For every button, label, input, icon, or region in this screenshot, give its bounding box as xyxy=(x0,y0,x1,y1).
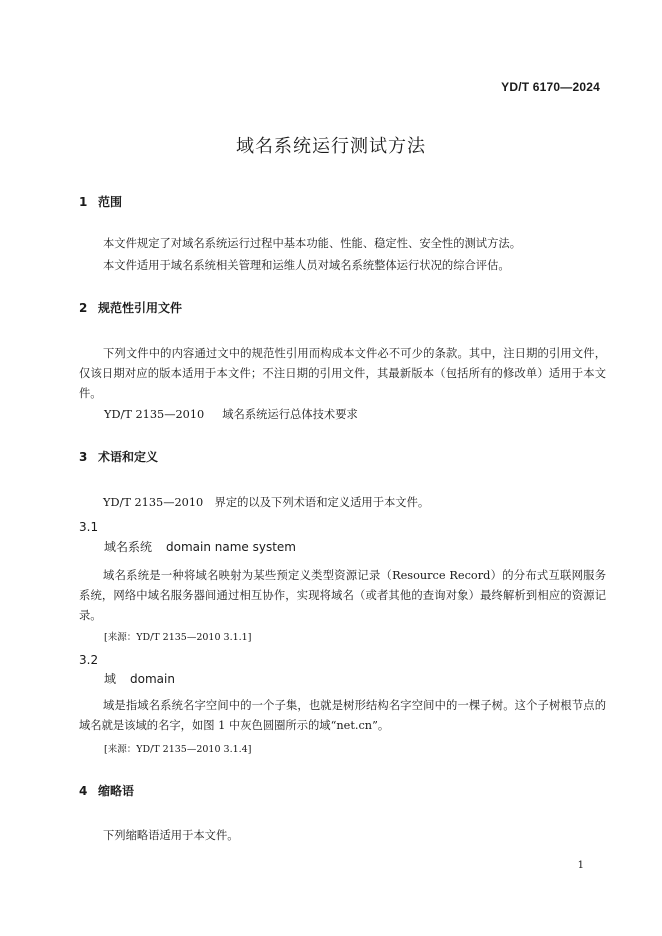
section-heading-normative-references xyxy=(79,299,182,316)
term-definition: 域是指域名系统名字空间中的一个子集，也就是树形结构名字空间中的一棵子树。这个子树根节点的域名就是该域的名字，如图 1 中灰色圆圈所示的域“net.cn”。 xyxy=(79,699,606,732)
paragraph: 下列文件中的内容通过文中的规范性引用而构成本文件必不可少的条款。其中，注日期的引用文件，仅该日期对应的版本适用于本文件；不注日期的引用文件，其最新版本（包括所有的修改单）适用于本文件。 xyxy=(79,347,606,400)
section-title: 规范性引用文件 xyxy=(98,301,183,315)
term-source: [来源：YD/T 2135—2010 3.1.4] xyxy=(104,744,252,755)
page-number: 1 xyxy=(577,860,584,871)
section-number: 1 xyxy=(79,195,88,209)
paragraph: 本文件适用于域名系统相关管理和运维人员对域名系统整体运行状况的综合评估。 xyxy=(103,259,510,272)
term-number: 3.1 xyxy=(79,520,99,534)
section-number: 3 xyxy=(79,450,88,464)
paragraph: 本文件规定了对域名系统运行过程中基本功能、性能、稳定性、安全性的测试方法。 xyxy=(103,237,521,250)
reference-code: YD/T 2135—2010 xyxy=(104,408,205,421)
reference-name: 域名系统运行总体技术要求 xyxy=(222,408,358,421)
term-name xyxy=(104,538,296,555)
reference-item xyxy=(104,406,358,422)
section-number: 4 xyxy=(79,784,88,798)
section-heading-terms-definitions xyxy=(79,448,158,465)
term-number: 3.2 xyxy=(79,653,99,667)
term-name-en: domain xyxy=(130,672,175,686)
term-source: [来源：YD/T 2135—2010 3.1.1] xyxy=(104,632,252,643)
term-definition: 域名系统是一种将域名映射为某些预定义类型资源记录（Resource Record）的分布式互联网服务系统，网络中域名服务器间通过相互协作，实现将域名（或者其他的查询对象）最终解析到相应的资源记录。 xyxy=(79,569,606,622)
term-name xyxy=(104,670,175,687)
term-name-zh: 域 xyxy=(104,672,117,686)
section-title: 缩略语 xyxy=(98,784,135,798)
paragraph: YD/T 2135—2010 界定的以及下列术语和定义适用于本文件。 xyxy=(103,496,430,509)
section-number: 2 xyxy=(79,301,88,315)
section-title: 术语和定义 xyxy=(98,450,159,464)
term-name-zh: 域名系统 xyxy=(104,540,153,554)
section-title: 范围 xyxy=(98,195,123,209)
standard-code: YD/T 6170—2024 xyxy=(501,80,600,94)
section-heading-abbreviations xyxy=(79,782,134,799)
term-name-en: domain name system xyxy=(166,540,296,554)
section-heading-scope xyxy=(79,193,122,210)
document-title: 域名系统运行测试方法 xyxy=(236,136,426,157)
paragraph: 下列缩略语适用于本文件。 xyxy=(103,829,239,842)
